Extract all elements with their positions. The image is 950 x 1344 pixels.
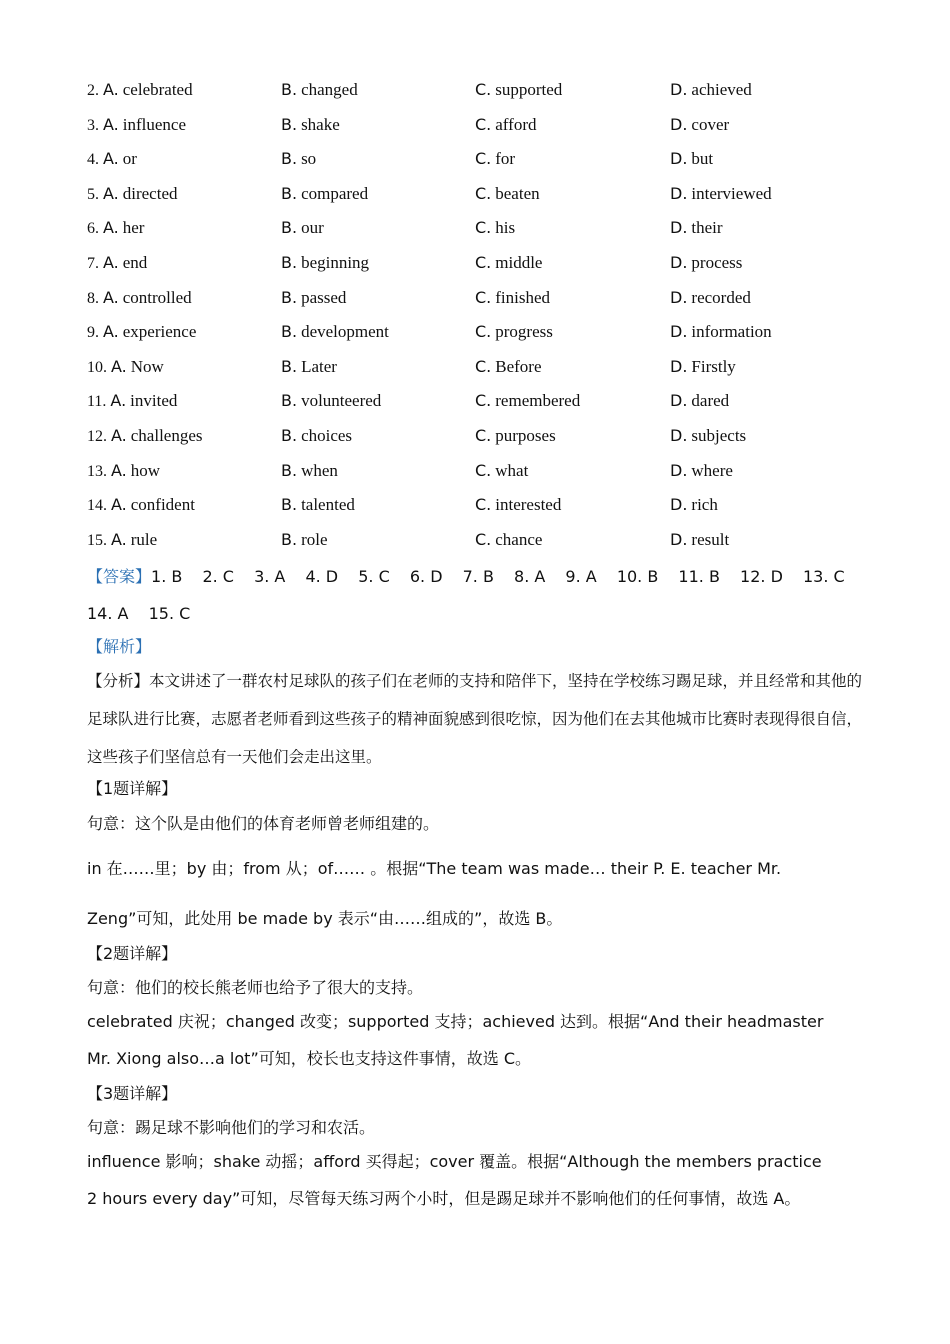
option-word: their <box>691 218 723 238</box>
option-letter: C. <box>475 287 492 307</box>
option-letter: D. <box>670 149 688 169</box>
option-word: Before <box>495 356 542 376</box>
option-word: experience <box>122 322 197 342</box>
option-letter: A. <box>103 322 119 342</box>
option-d <box>670 315 772 351</box>
question-number: 15. <box>87 531 107 549</box>
option-letter: B. <box>281 495 298 515</box>
option-d <box>670 523 729 559</box>
option-word: role <box>301 529 328 549</box>
option-letter: B. <box>281 149 298 169</box>
option-letter: A. <box>103 287 119 307</box>
option-b <box>281 384 381 420</box>
answer-item: 1. B <box>151 567 183 586</box>
option-letter: B. <box>281 356 298 376</box>
question-number: 2. <box>87 82 99 99</box>
option-word: supported <box>495 80 563 99</box>
option-word: influence <box>122 114 186 134</box>
option-row <box>87 246 887 281</box>
q2-explain-line1: celebrated 庆祝；changed 改变；supported 支持；achieved 达到。根据“And their headmaster <box>87 1012 824 1031</box>
option-word: her <box>122 218 145 238</box>
question-number: 8. <box>87 289 99 307</box>
option-a <box>87 246 147 282</box>
answer-item: 5. C <box>358 567 390 586</box>
option-word: so <box>301 149 317 169</box>
option-b <box>281 142 316 178</box>
option-word: Later <box>301 356 337 376</box>
option-letter: B. <box>281 80 298 99</box>
option-d <box>670 142 713 178</box>
answer-item: 9. A <box>565 567 597 586</box>
options-table <box>87 73 887 557</box>
option-letter: A. <box>111 356 127 376</box>
answer-item: 10. B <box>616 567 659 586</box>
option-a <box>87 419 203 455</box>
option-word: talented <box>301 495 355 515</box>
option-b <box>281 419 352 455</box>
option-word: end <box>122 252 148 272</box>
answer-item: 3. A <box>254 567 286 586</box>
option-word: chance <box>495 529 543 549</box>
q3-explain-line2: 2 hours every day”可知，尽管每天练习两个小时，但是踢足球并不影响他们的任何事情，故选 A。 <box>87 1189 801 1208</box>
option-word: interested <box>495 495 562 515</box>
option-letter: A. <box>103 149 119 169</box>
answer-item: 2. C <box>202 567 234 586</box>
option-word: process <box>691 252 743 272</box>
option-letter: B. <box>281 391 298 411</box>
option-b <box>281 454 338 490</box>
option-a <box>87 454 160 490</box>
question-number: 11. <box>87 393 107 411</box>
answer-list <box>87 567 860 623</box>
option-letter: D. <box>670 322 688 342</box>
option-a <box>87 488 195 524</box>
option-letter: D. <box>670 252 688 272</box>
option-b <box>281 523 328 559</box>
question-number: 13. <box>87 462 107 480</box>
option-b <box>281 211 324 247</box>
option-letter: A. <box>103 114 119 134</box>
option-c <box>475 211 515 247</box>
option-letter: C. <box>475 391 492 411</box>
option-word: volunteered <box>301 391 382 411</box>
option-d <box>670 454 733 490</box>
answer-item: 11. B <box>678 567 720 586</box>
answer-item: 6. D <box>409 567 443 586</box>
option-c <box>475 281 550 317</box>
option-row <box>87 211 887 246</box>
option-letter: D. <box>670 218 688 238</box>
option-letter: C. <box>475 252 492 272</box>
option-word: cover <box>691 114 730 134</box>
option-word: result <box>691 529 730 549</box>
option-word: beginning <box>301 252 370 272</box>
option-letter: B. <box>281 529 298 549</box>
option-word: dared <box>691 391 730 411</box>
option-b <box>281 108 340 144</box>
option-letter: B. <box>281 183 298 203</box>
question-number: 12. <box>87 427 107 445</box>
option-word: afford <box>495 114 537 134</box>
q1-meaning: 句意：这个队是由他们的体育老师曾老师组建的。 <box>87 814 440 833</box>
option-c <box>475 246 542 282</box>
option-letter: B. <box>281 218 298 238</box>
question-number: 5. <box>87 185 99 203</box>
option-row <box>87 523 887 558</box>
option-word: Now <box>130 356 164 376</box>
option-letter: A. <box>110 391 127 411</box>
option-c <box>475 523 542 559</box>
option-c <box>475 454 528 490</box>
option-b <box>281 350 337 386</box>
option-row <box>87 281 887 316</box>
option-word: finished <box>495 287 551 307</box>
option-c <box>475 73 562 109</box>
option-letter: D. <box>670 425 688 445</box>
option-row <box>87 384 887 419</box>
option-letter: A. <box>103 218 119 238</box>
option-word: choices <box>301 425 353 445</box>
option-word: celebrated <box>122 80 193 99</box>
option-d <box>670 350 736 386</box>
option-a <box>87 142 137 178</box>
option-a <box>87 523 157 559</box>
answer-tag: 【答案】 <box>87 567 152 586</box>
option-d <box>670 108 729 144</box>
option-d <box>670 246 742 282</box>
option-c <box>475 350 542 386</box>
answer-item: 13. C <box>802 567 845 586</box>
option-word: when <box>301 460 338 480</box>
option-row <box>87 315 887 350</box>
option-row <box>87 454 887 489</box>
option-word: purposes <box>495 425 556 445</box>
answer-block <box>87 558 877 632</box>
option-word: achieved <box>691 80 752 99</box>
option-letter: D. <box>670 391 688 411</box>
option-word: subjects <box>691 425 747 445</box>
option-word: remembered <box>495 391 581 411</box>
question-number: 14. <box>87 497 107 515</box>
option-letter: A. <box>111 495 127 515</box>
option-word: controlled <box>122 287 192 307</box>
q1-explain-line1: in 在……里；by 由；from 从；of…… 。根据“The team was made… their P. E. teacher Mr. <box>87 859 782 878</box>
option-c <box>475 488 561 524</box>
option-letter: D. <box>670 529 688 549</box>
option-c <box>475 315 553 351</box>
option-word: changed <box>301 80 358 99</box>
option-letter: C. <box>475 529 492 549</box>
option-letter: C. <box>475 495 492 515</box>
option-d <box>670 419 746 455</box>
option-letter: D. <box>670 80 688 99</box>
option-b <box>281 73 358 109</box>
option-word: confident <box>130 495 195 515</box>
option-word: challenges <box>130 425 203 445</box>
option-letter: B. <box>281 287 298 307</box>
option-word: Firstly <box>691 356 736 376</box>
option-b <box>281 488 355 524</box>
option-d <box>670 488 718 524</box>
option-word: how <box>130 460 161 480</box>
option-d <box>670 177 772 213</box>
q1-title: 【1题详解】 <box>87 779 178 798</box>
question-number: 10. <box>87 358 107 376</box>
answer-item: 7. B <box>462 567 494 586</box>
option-row <box>87 419 887 454</box>
option-letter: C. <box>475 114 492 134</box>
option-letter: D. <box>670 183 688 203</box>
option-row <box>87 350 887 385</box>
option-letter: A. <box>111 460 127 480</box>
option-letter: C. <box>475 356 492 376</box>
option-c <box>475 108 537 144</box>
option-a <box>87 108 186 144</box>
option-row <box>87 488 887 523</box>
option-b <box>281 177 368 213</box>
option-letter: B. <box>281 252 298 272</box>
option-d <box>670 384 729 420</box>
option-word: for <box>495 149 516 169</box>
option-word: compared <box>301 183 369 203</box>
option-letter: C. <box>475 80 492 99</box>
option-row <box>87 73 887 108</box>
option-word: shake <box>301 114 340 134</box>
option-a <box>87 211 144 247</box>
q3-meaning: 句意：踢足球不影响他们的学习和农活。 <box>87 1118 376 1137</box>
option-row <box>87 108 887 143</box>
option-c <box>475 142 515 178</box>
option-letter: C. <box>475 218 492 238</box>
option-word: where <box>691 460 733 480</box>
option-letter: C. <box>475 425 492 445</box>
q3-explain-line1: influence 影响；shake 动摇；afford 买得起；cover 覆盖。根据“Although the members practice <box>87 1152 822 1171</box>
analysis-heading: 【解析】 <box>87 637 152 656</box>
option-word: interviewed <box>691 183 772 203</box>
option-letter: C. <box>475 183 492 203</box>
option-row <box>87 177 887 212</box>
option-a <box>87 315 196 351</box>
option-d <box>670 73 752 109</box>
option-letter: C. <box>475 149 492 169</box>
option-word: middle <box>495 252 543 272</box>
option-letter: A. <box>111 425 127 445</box>
option-word: rule <box>130 529 158 549</box>
q2-meaning: 句意：他们的校长熊老师也给予了很大的支持。 <box>87 978 424 997</box>
question-number: 6. <box>87 220 99 238</box>
option-a <box>87 281 192 317</box>
option-word: his <box>495 218 516 238</box>
option-word: what <box>495 460 529 480</box>
option-letter: C. <box>475 322 492 342</box>
option-c <box>475 384 580 420</box>
option-letter: A. <box>103 80 119 99</box>
option-letter: B. <box>281 460 298 480</box>
option-word: recorded <box>691 287 751 307</box>
option-letter: A. <box>103 183 119 203</box>
q1-explain-line2: Zeng”可知，此处用 be made by 表示“由……组成的”，故选 B。 <box>87 909 563 928</box>
option-word: invited <box>130 391 178 411</box>
option-c <box>475 419 556 455</box>
answer-item: 12. D <box>740 567 783 586</box>
option-letter: A. <box>111 529 127 549</box>
question-number: 4. <box>87 151 99 169</box>
q2-title: 【2题详解】 <box>87 944 178 963</box>
option-b <box>281 246 369 282</box>
option-letter: A. <box>103 252 119 272</box>
option-word: or <box>122 149 137 169</box>
question-number: 7. <box>87 254 99 272</box>
option-letter: D. <box>670 287 688 307</box>
option-a <box>87 350 164 386</box>
option-a <box>87 177 178 213</box>
option-letter: D. <box>670 356 688 376</box>
answer-item: 8. A <box>514 567 546 586</box>
question-number: 9. <box>87 324 99 342</box>
option-word: progress <box>495 322 553 342</box>
option-letter: B. <box>281 425 298 445</box>
option-row <box>87 142 887 177</box>
option-word: passed <box>301 287 347 307</box>
option-letter: B. <box>281 322 298 342</box>
option-word: information <box>691 322 772 342</box>
option-letter: C. <box>475 460 492 480</box>
option-word: rich <box>691 495 718 515</box>
option-b <box>281 281 346 317</box>
option-c <box>475 177 540 213</box>
answer-item: 4. D <box>305 567 339 586</box>
option-word: beaten <box>495 183 540 203</box>
q2-explain-line2: Mr. Xiong also…a lot”可知，校长也支持这件事情，故选 C。 <box>87 1049 531 1068</box>
answer-item: 14. A <box>87 604 129 623</box>
option-b <box>281 315 389 351</box>
option-a <box>87 73 193 109</box>
answer-item: 15. C <box>148 604 191 623</box>
option-letter: D. <box>670 460 688 480</box>
option-word: our <box>301 218 324 238</box>
option-letter: D. <box>670 114 688 134</box>
option-word: but <box>691 149 714 169</box>
analysis-paragraph: 【分析】本文讲述了一群农村足球队的孩子们在老师的支持和陪伴下，坚持在学校练习踢足球，并且经常和其他的足球队进行比赛，志愿者老师看到这些孩子的精神面貌感到很吃惊，因为他们在去其他城市比赛时表现得很自信，这些孩子们坚信总有一天他们会走出这里。 <box>87 672 863 766</box>
q3-title: 【3题详解】 <box>87 1084 178 1103</box>
option-d <box>670 211 723 247</box>
option-letter: D. <box>670 495 688 515</box>
option-a <box>87 384 177 420</box>
option-word: development <box>301 322 389 342</box>
option-letter: B. <box>281 114 298 134</box>
option-d <box>670 281 751 317</box>
option-word: directed <box>122 183 178 203</box>
question-number: 3. <box>87 116 99 134</box>
